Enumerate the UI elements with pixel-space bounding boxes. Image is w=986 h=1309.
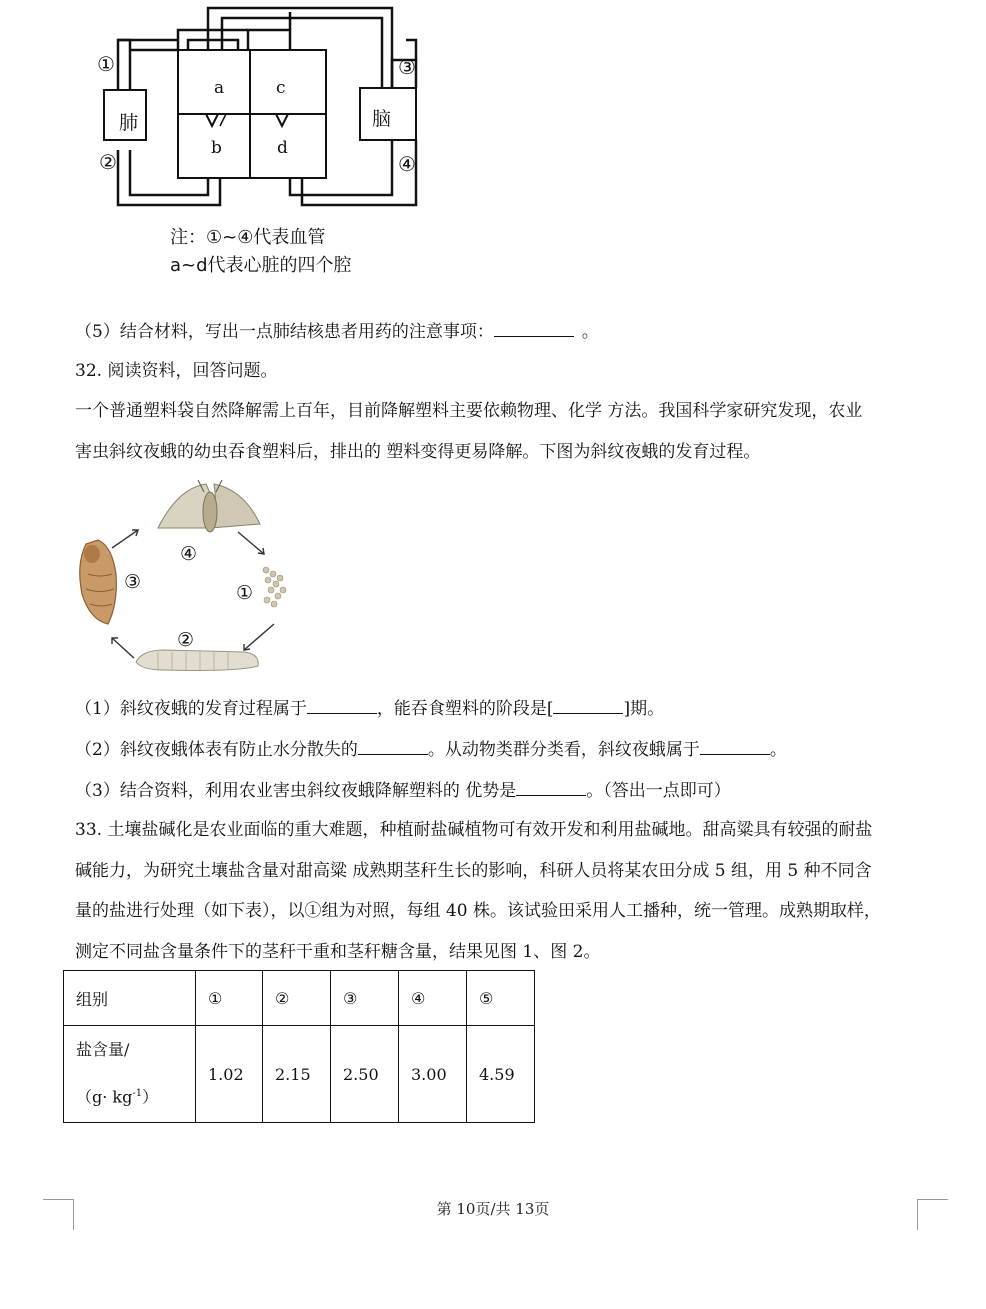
q33-line2: 碱能力，为研究土壤盐含量对甜高粱 成熟期茎秆生长的影响，科研人员将某农田分成 5 组，用 5 种不同含 xyxy=(75,861,872,881)
answer-blank[interactable] xyxy=(553,697,623,714)
answer-blank[interactable] xyxy=(700,738,770,755)
stage-label-2: ② xyxy=(177,629,195,651)
q32-q1-text-c: ]期。 xyxy=(623,699,665,719)
q32-q2-text-a: （2）斜纹夜蛾体表有防止水分散失的 xyxy=(75,740,358,760)
q32-q2-text-c: 。 xyxy=(769,740,787,760)
group-cell: ⑤ xyxy=(467,971,535,1026)
q31-5-text: （5）结合材料，写出一点肺结核患者用药的注意事项： xyxy=(75,322,494,342)
moth-life-cycle-illustration xyxy=(68,474,298,684)
larva xyxy=(136,650,258,671)
q32-para2: 害虫斜纹夜蛾的幼虫吞食塑料后，排出的 塑料变得更易降解。下图为斜纹夜蛾的发育过程。 xyxy=(75,442,761,462)
pupa xyxy=(80,540,117,624)
diagram-note-2: a~d代表心脏的四个腔 xyxy=(170,255,352,276)
table-header-label: 组别 xyxy=(64,971,196,1026)
chamber-a: a xyxy=(214,78,225,98)
chamber-d: d xyxy=(277,138,288,158)
group-cell: ④ xyxy=(399,971,467,1026)
row-label-line1: 盐含量/ xyxy=(76,1040,130,1060)
row-label-exponent: -1 xyxy=(132,1088,143,1100)
organ-lung: 肺 xyxy=(119,112,139,134)
row-label-close: ） xyxy=(142,1087,159,1107)
q32-q1-text-a: （1）斜纹夜蛾的发育过程属于 xyxy=(75,699,307,719)
value-cell: 1.02 xyxy=(196,1026,263,1123)
q32-q3 xyxy=(75,779,731,802)
value-cell: 2.50 xyxy=(331,1026,399,1123)
table-row xyxy=(64,971,535,1026)
q32-q3-text-b: 。（答出一点即可） xyxy=(586,781,731,801)
value-cell: 2.15 xyxy=(263,1026,331,1123)
q33-line4: 测定不同盐含量条件下的茎秆干重和茎秆糖含量，结果见图 1、图 2。 xyxy=(75,942,601,962)
answer-blank[interactable] xyxy=(358,738,428,755)
row-label-salt xyxy=(64,1026,196,1123)
q33-line3: 量的盐进行处理（如下表），以①组为对照，每组 40 株。该试验田采用人工播种，统一管理。成熟期取样， xyxy=(75,901,881,921)
q31-5 xyxy=(75,320,599,343)
adult-moth xyxy=(158,480,260,532)
table-row xyxy=(64,1026,535,1123)
answer-blank[interactable] xyxy=(516,779,586,796)
group-cell: ① xyxy=(196,971,263,1026)
q32-title: 32. 阅读资料，回答问题。 xyxy=(75,361,278,381)
q32-q1 xyxy=(75,697,664,720)
answer-blank[interactable] xyxy=(307,697,377,714)
page-number: 第 10页/共 13页 xyxy=(436,1200,550,1218)
vessel-label-4: ④ xyxy=(398,152,416,176)
organ-brain: 脑 xyxy=(372,108,392,130)
salt-content-table xyxy=(63,970,535,1123)
chamber-c: c xyxy=(276,78,286,98)
q32-q2-text-b: 。从动物类群分类看，斜纹夜蛾属于 xyxy=(427,740,700,760)
group-cell: ③ xyxy=(331,971,399,1026)
vessel-label-1: ① xyxy=(97,52,115,76)
value-cell: 3.00 xyxy=(399,1026,467,1123)
diagram-note-1: 注：①~④代表血管 xyxy=(170,227,326,248)
q33-line1: 33. 土壤盐碱化是农业面临的重大难题，种植耐盐碱植物可有效开发和利用盐碱地。甜高粱具有较强的耐盐 xyxy=(75,820,873,840)
eggs xyxy=(263,567,286,607)
value-cell: 4.59 xyxy=(467,1026,535,1123)
q32-q1-text-b: ，能吞食塑料的阶段是[ xyxy=(376,699,554,719)
stage-label-3: ③ xyxy=(124,571,142,593)
q32-para1: 一个普通塑料袋自然降解需上百年，目前降解塑料主要依赖物理、化学 方法。我国科学家研究发现，农业 xyxy=(75,401,863,421)
q32-q2 xyxy=(75,738,787,761)
q31-5-end: 。 xyxy=(581,322,599,342)
stage-label-1: ① xyxy=(236,582,254,604)
group-cell: ② xyxy=(263,971,331,1026)
q32-q3-text-a: （3）结合资料，利用农业害虫斜纹夜蛾降解塑料的 优势是 xyxy=(75,781,517,801)
row-label-unit: （g· kg xyxy=(76,1087,133,1107)
answer-blank[interactable] xyxy=(494,320,574,337)
vessel-label-3: ③ xyxy=(398,55,416,79)
row-label-line2 xyxy=(76,1072,195,1119)
stage-label-4: ④ xyxy=(180,543,198,565)
chamber-b: b xyxy=(211,138,222,158)
vessel-label-2: ② xyxy=(99,150,117,174)
